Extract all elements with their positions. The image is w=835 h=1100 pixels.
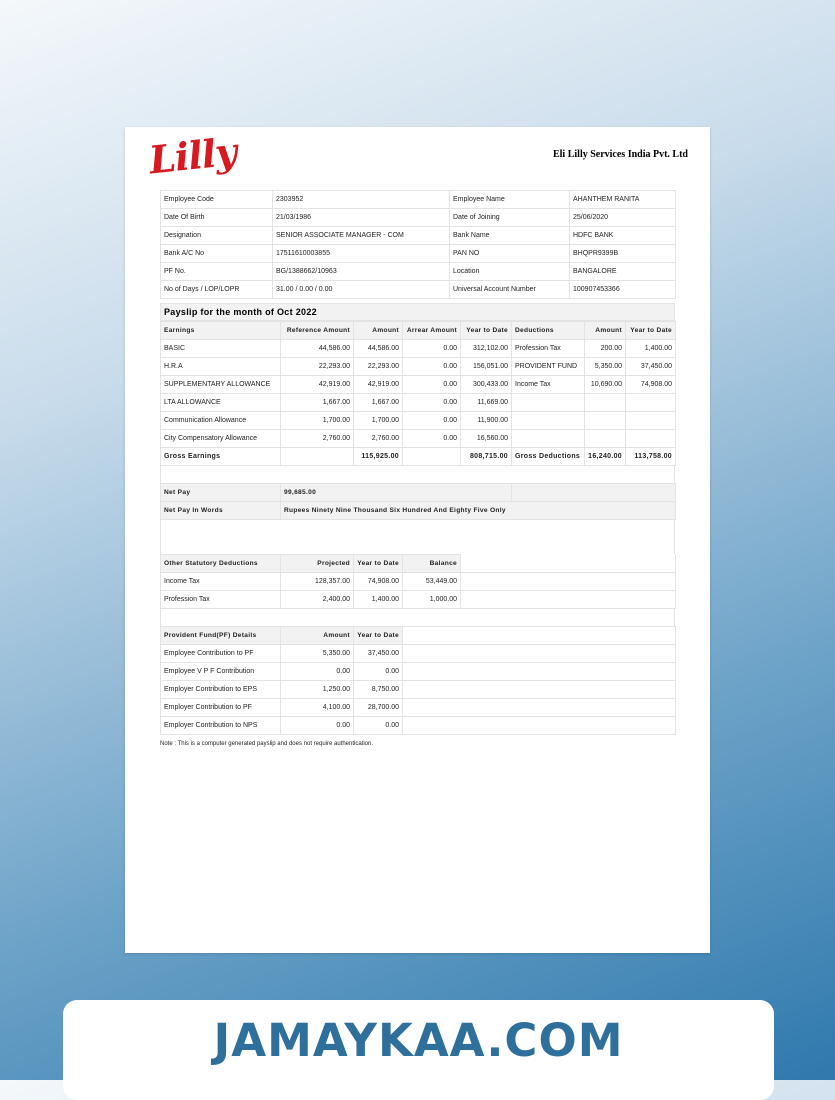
total-cell: 115,925.00: [354, 448, 403, 466]
field-value: 25/06/2020: [570, 209, 676, 227]
table-cell: 5,350.00: [585, 358, 626, 376]
field-label: Bank Name: [450, 227, 570, 245]
earnings-row: [161, 412, 676, 430]
earnings-row: [161, 430, 676, 448]
field-value: 31.00 / 0.00 / 0.00: [273, 281, 450, 299]
field-value: 21/03/1986: [273, 209, 450, 227]
column-header: Reference Amount: [281, 322, 354, 340]
table-cell: 4,100.00: [281, 699, 354, 717]
pf-row: [161, 699, 676, 717]
table-cell: Employee V P F Contribution: [161, 663, 281, 681]
field-value: AHANTHEM RANITA: [570, 191, 676, 209]
pf-row: [161, 645, 676, 663]
table-cell: 53,449.00: [403, 573, 461, 591]
net-pay-label: Net Pay: [161, 484, 281, 502]
field-label: Employee Code: [161, 191, 273, 209]
field-label: Universal Account Number: [450, 281, 570, 299]
footnote: Note : This is a computer generated payslip and does not require authentication.: [160, 741, 374, 747]
table-cell: Income Tax: [512, 376, 585, 394]
field-label: Location: [450, 263, 570, 281]
table-cell: 200.00: [585, 340, 626, 358]
table-cell: 74,908.00: [354, 573, 403, 591]
pf-row: [161, 681, 676, 699]
table-cell: 1,250.00: [281, 681, 354, 699]
field-label: PAN NO: [450, 245, 570, 263]
column-header: Year to Date: [354, 627, 403, 645]
table-cell: 0.00: [403, 376, 461, 394]
table-cell: 28,700.00: [354, 699, 403, 717]
column-header: Amount: [354, 322, 403, 340]
field-value: HDFC BANK: [570, 227, 676, 245]
table-cell: SUPPLEMENTARY ALLOWANCE: [161, 376, 281, 394]
table-cell: 1,667.00: [354, 394, 403, 412]
table-cell: 11,669.00: [461, 394, 512, 412]
earnings-row: [161, 394, 676, 412]
table-cell: 0.00: [354, 663, 403, 681]
table-cell: Employer Contribution to NPS: [161, 717, 281, 735]
table-cell: [585, 412, 626, 430]
field-label: Date of Joining: [450, 209, 570, 227]
table-cell: 312,102.00: [461, 340, 512, 358]
total-cell: 16,240.00: [585, 448, 626, 466]
column-header: Other Statutory Deductions: [161, 555, 281, 573]
field-value: 17511610003855: [273, 245, 450, 263]
lilly-logo: Lilly: [146, 128, 239, 183]
table-cell: [585, 430, 626, 448]
total-cell: 113,758.00: [626, 448, 676, 466]
table-cell: 11,900.00: [461, 412, 512, 430]
earnings-row: [161, 358, 676, 376]
table-cell: 2,760.00: [281, 430, 354, 448]
field-value: SENIOR ASSOCIATE MANAGER - COM: [273, 227, 450, 245]
table-cell: Employer Contribution to EPS: [161, 681, 281, 699]
employee-row: [161, 191, 676, 209]
table-cell: [626, 430, 676, 448]
earnings-row: [161, 376, 676, 394]
table-cell: [626, 412, 676, 430]
table-cell: 2,400.00: [281, 591, 354, 609]
table-cell: 5,350.00: [281, 645, 354, 663]
net-pay-words-label: Net Pay In Words: [161, 502, 281, 520]
pf-table: [160, 626, 676, 735]
table-cell: 0.00: [403, 412, 461, 430]
column-header: Arrear Amount: [403, 322, 461, 340]
watermark-banner: [63, 1000, 774, 1100]
table-cell: 1,400.00: [354, 591, 403, 609]
table-cell: [585, 394, 626, 412]
table-cell: 156,051.00: [461, 358, 512, 376]
column-header: Amount: [281, 627, 354, 645]
table-cell: 42,919.00: [281, 376, 354, 394]
table-cell: Communication Allowance: [161, 412, 281, 430]
column-header: Balance: [403, 555, 461, 573]
payslip-page: [125, 127, 710, 953]
statutory-table: [160, 554, 676, 609]
total-cell: [403, 448, 461, 466]
employee-info: [160, 190, 675, 299]
field-label: No of Days / LOP/LOPR: [161, 281, 273, 299]
net-pay-value: 99,685.00: [281, 484, 512, 502]
company-name: Eli Lilly Services India Pvt. Ltd: [552, 149, 688, 160]
table-cell: Profession Tax: [161, 591, 281, 609]
field-label: Bank A/C No: [161, 245, 273, 263]
table-cell: 0.00: [281, 717, 354, 735]
table-cell: 1,400.00: [626, 340, 676, 358]
total-cell: Gross Deductions: [512, 448, 585, 466]
table-cell: [626, 394, 676, 412]
table-cell: Profession Tax: [512, 340, 585, 358]
table-cell: 0.00: [403, 430, 461, 448]
spacer: [160, 466, 675, 483]
table-cell: 42,919.00: [354, 376, 403, 394]
table-cell: 0.00: [403, 394, 461, 412]
total-cell: Gross Earnings: [161, 448, 281, 466]
column-header: Provident Fund(PF) Details: [161, 627, 281, 645]
table-cell: PROVIDENT FUND: [512, 358, 585, 376]
field-value: BHQPR9399B: [570, 245, 676, 263]
pf-row: [161, 717, 676, 735]
employee-row: [161, 263, 676, 281]
table-cell: 0.00: [281, 663, 354, 681]
table-cell: Employee Contribution to PF: [161, 645, 281, 663]
column-header: Amount: [585, 322, 626, 340]
table-cell: 1,700.00: [281, 412, 354, 430]
totals-row: [161, 448, 676, 466]
field-label: Date Of Birth: [161, 209, 273, 227]
field-value: 2303952: [273, 191, 450, 209]
payslip-title: Payslip for the month of Oct 2022: [160, 303, 675, 321]
table-cell: 44,586.00: [281, 340, 354, 358]
table-cell: 1,000.00: [403, 591, 461, 609]
table-cell: H.R.A: [161, 358, 281, 376]
table-cell: LTA ALLOWANCE: [161, 394, 281, 412]
field-value: 100907453366: [570, 281, 676, 299]
table-cell: 22,293.00: [354, 358, 403, 376]
earnings-row: [161, 340, 676, 358]
statutory-row: [161, 573, 676, 591]
field-value: BANGALORE: [570, 263, 676, 281]
employee-row: [161, 245, 676, 263]
table-cell: Income Tax: [161, 573, 281, 591]
pf-row: [161, 663, 676, 681]
table-cell: 0.00: [403, 358, 461, 376]
table-cell: 8,750.00: [354, 681, 403, 699]
table-cell: 16,560.00: [461, 430, 512, 448]
table-cell: 0.00: [354, 717, 403, 735]
table-cell: [512, 412, 585, 430]
table-cell: [512, 394, 585, 412]
table-cell: 74,908.00: [626, 376, 676, 394]
spacer: [160, 537, 675, 554]
net-pay-words-value: Rupees Ninety Nine Thousand Six Hundred And Eighty Five Only: [281, 502, 676, 520]
payslip-section: [160, 303, 675, 735]
column-header: Year to Date: [354, 555, 403, 573]
table-cell: 1,667.00: [281, 394, 354, 412]
column-header: Earnings: [161, 322, 281, 340]
column-header: Year to Date: [461, 322, 512, 340]
employee-row: [161, 209, 676, 227]
field-value: BG/1388662/10963: [273, 263, 450, 281]
spacer: [160, 609, 675, 626]
table-cell: 22,293.00: [281, 358, 354, 376]
employee-row: [161, 281, 676, 299]
table-cell: City Compensatory Allowance: [161, 430, 281, 448]
table-cell: 300,433.00: [461, 376, 512, 394]
table-cell: 2,760.00: [354, 430, 403, 448]
column-header: Year to Date: [626, 322, 676, 340]
table-cell: BASIC: [161, 340, 281, 358]
table-cell: 1,700.00: [354, 412, 403, 430]
table-cell: 128,357.00: [281, 573, 354, 591]
field-label: Designation: [161, 227, 273, 245]
watermark-text: JAMAYKAA.COM: [213, 1014, 624, 1067]
field-label: Employee Name: [450, 191, 570, 209]
column-header: Projected: [281, 555, 354, 573]
table-cell: Employer Contribution to PF: [161, 699, 281, 717]
table-cell: 37,450.00: [626, 358, 676, 376]
column-header: Deductions: [512, 322, 585, 340]
table-cell: [512, 430, 585, 448]
table-cell: 44,586.00: [354, 340, 403, 358]
statutory-row: [161, 591, 676, 609]
table-cell: 0.00: [403, 340, 461, 358]
total-cell: 808,715.00: [461, 448, 512, 466]
table-cell: 10,690.00: [585, 376, 626, 394]
employee-row: [161, 227, 676, 245]
spacer: [160, 520, 675, 537]
total-cell: [281, 448, 354, 466]
table-cell: 37,450.00: [354, 645, 403, 663]
field-label: PF No.: [161, 263, 273, 281]
